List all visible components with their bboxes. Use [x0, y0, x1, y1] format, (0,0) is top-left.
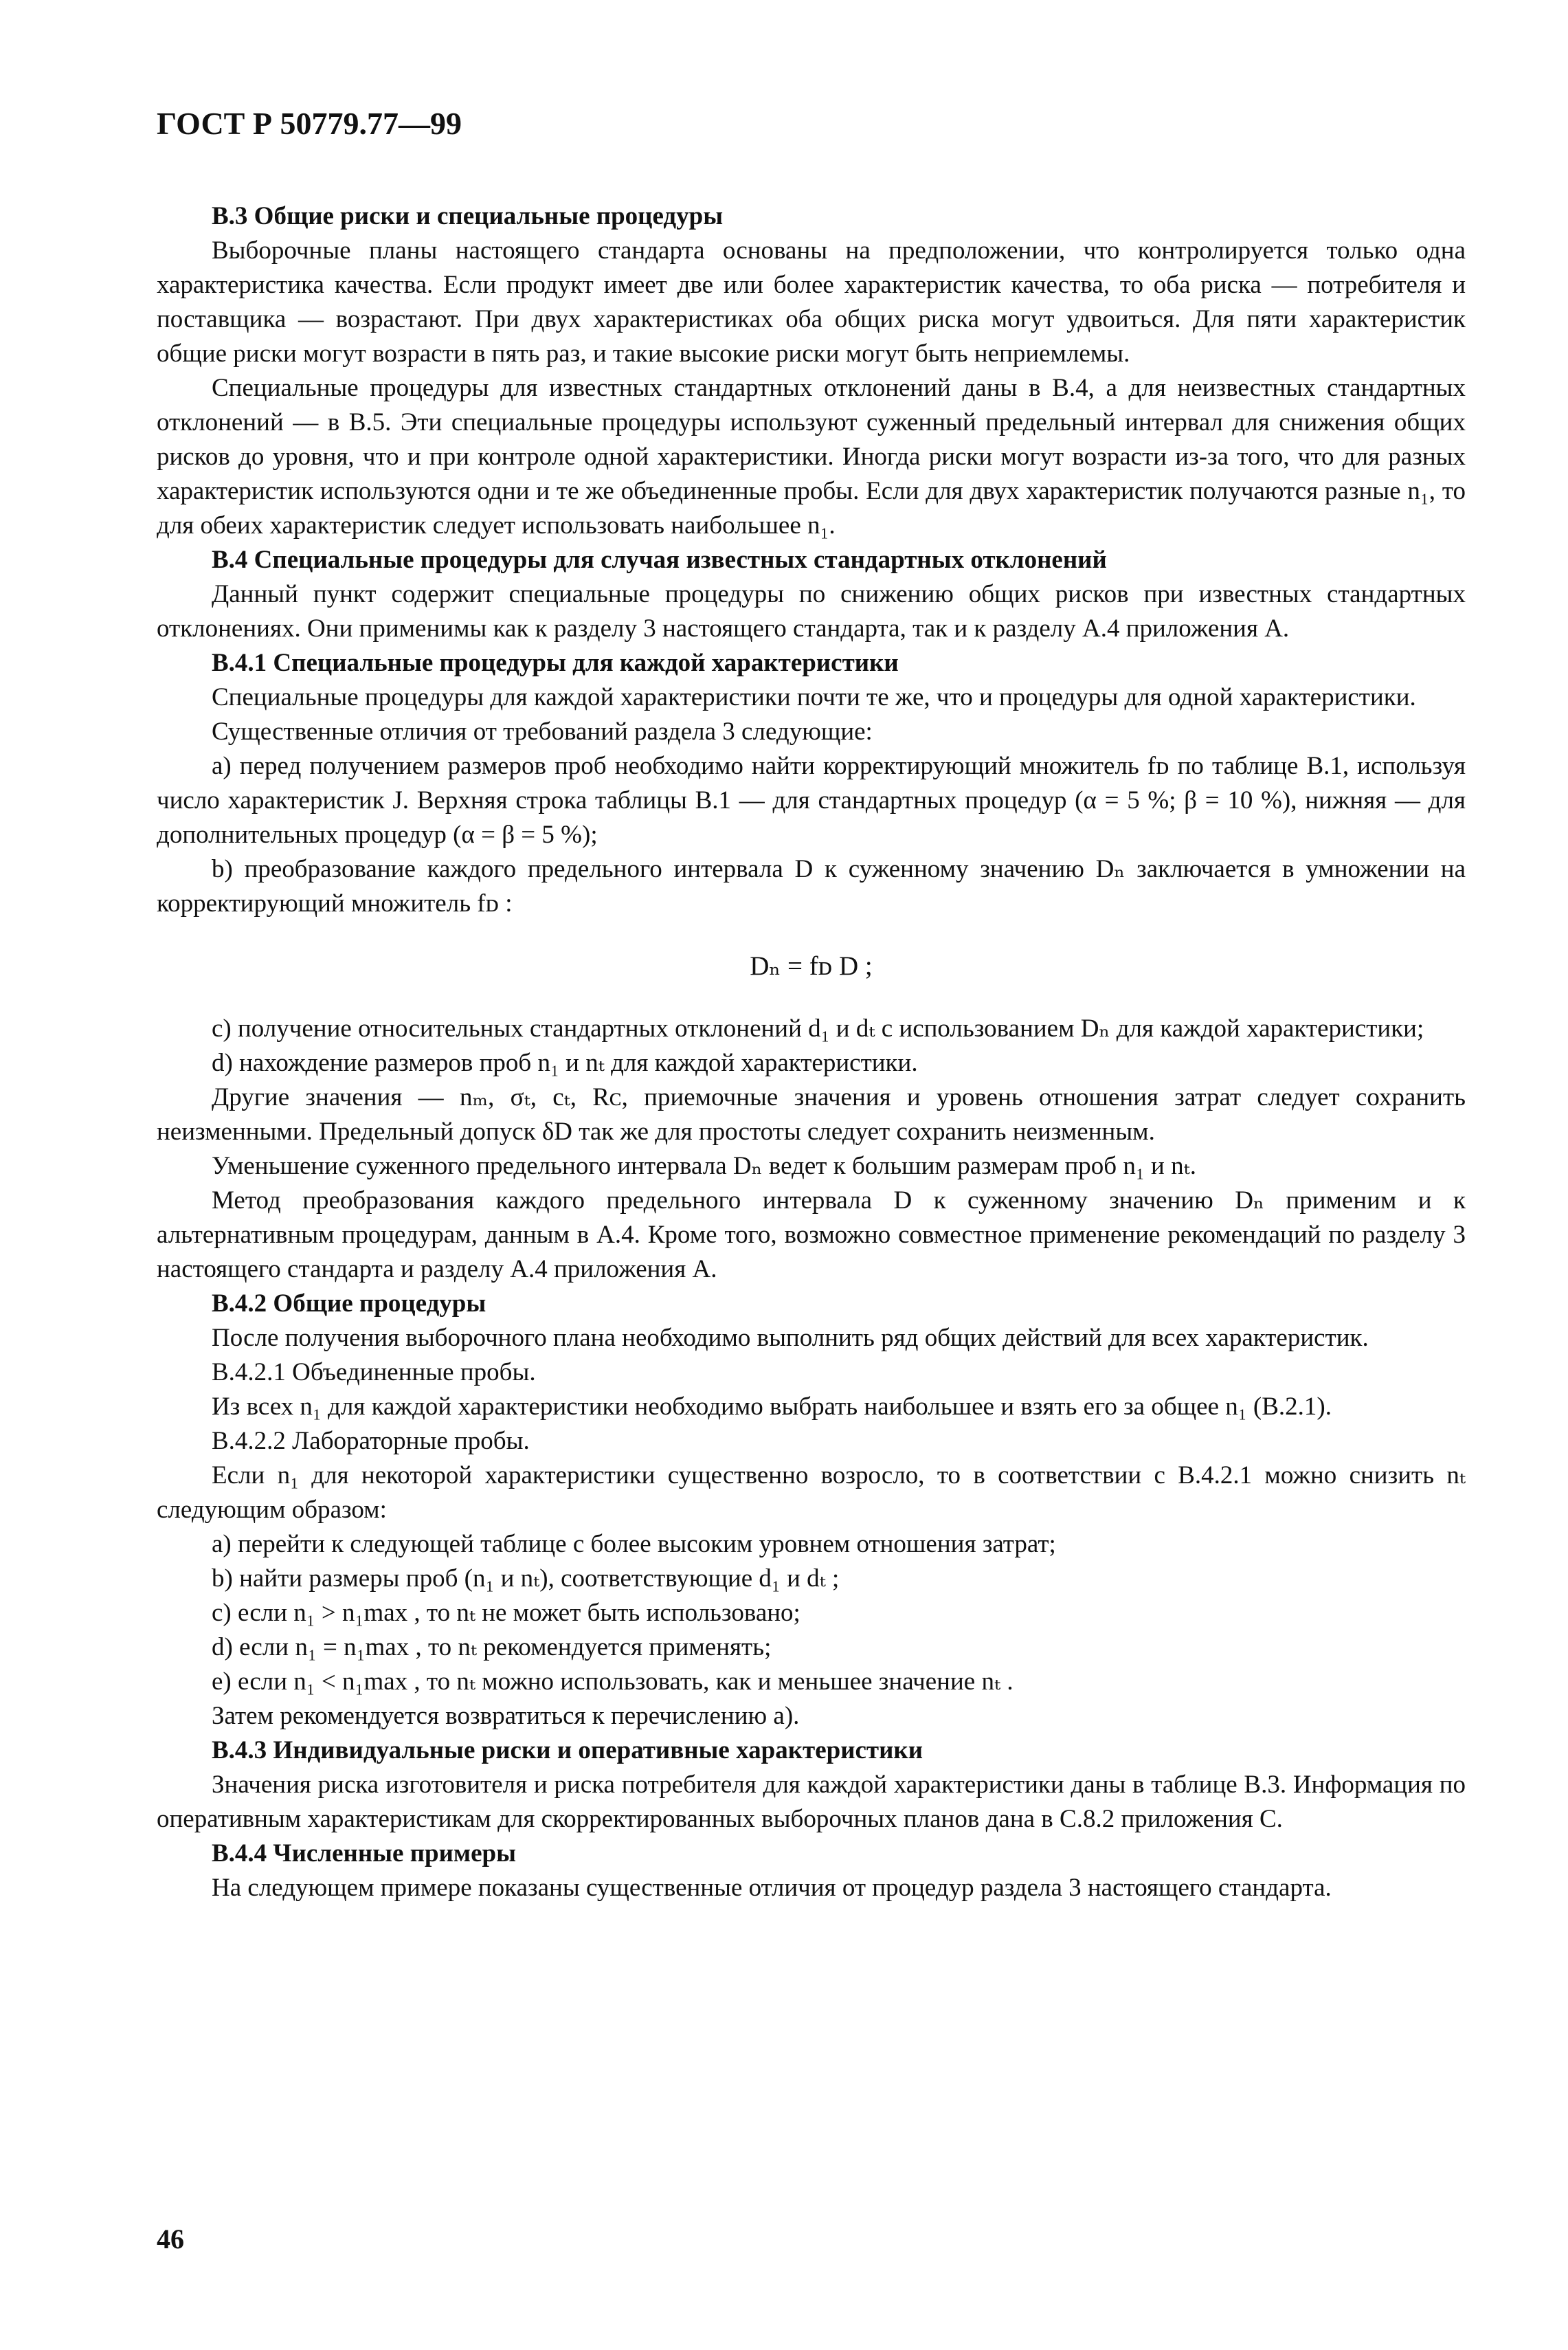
paragraph: Если n₁ для некоторой характеристики существенно возросло, то в соответствии с В.4.2.1 можно снизить nₜ следующим образом: — [157, 1461, 1466, 1524]
paragraph: В.4.2.1 Объединенные пробы. — [212, 1358, 536, 1386]
paragraph: d) нахождение размеров проб n₁ и nₜ для каждой характеристики. — [212, 1049, 918, 1077]
paragraph: Уменьшение суженного предельного интервала Dₙ ведет к большим размерам проб n₁ и nₜ. — [212, 1152, 1196, 1180]
paragraph: На следующем примере показаны существенные отличия от процедур раздела 3 настоящего стандарта. — [212, 1874, 1332, 1902]
paragraph: Из всех n₁ для каждой характеристики необходимо выбрать наибольшее и взять его за общее n₁ (В.2.1). — [212, 1393, 1332, 1421]
paragraph: d) если n₁ = n₁max , то nₜ рекомендуется применять; — [212, 1633, 772, 1661]
paragraph: а) перед получением размеров проб необходимо найти корректирующий множитель fᴅ по таблице В.1, используя число характеристик J. Верхняя строка таблицы В.1 — для стандартных процедур (α = 5 %; β = 10 %), нижняя — для дополнительных процедур (α = β = 5 %); — [157, 752, 1466, 849]
section-heading: В.3 Общие риски и специальные процедуры — [212, 202, 724, 230]
paragraph: b) преобразование каждого предельного интервала D к суженному значению Dₙ заключается в умножении на корректирующий множитель fᴅ : — [157, 855, 1466, 918]
standard-code-header: ГОСТ Р 50779.77—99 — [157, 106, 462, 141]
paragraph: Другие значения — nₘ, σₜ, cₜ, Rᴄ, приемочные значения и уровень отношения затрат следует сохранить неизменными. Предельный допуск δD так же для простоты следует сохранить неизменным. — [157, 1083, 1466, 1146]
paragraph: Метод преобразования каждого предельного интервала D к суженному значению Dₙ применим и к альтернативным процедурам, данным в А.4. Кроме того, возможно совместное применение рекомендаций по разделу 3 настоящего стандарта и разделу А.4 приложения А. — [157, 1186, 1466, 1283]
section-heading: В.4.2 Общие процедуры — [212, 1289, 486, 1318]
paragraph: Существенные отличия от требований раздела 3 следующие: — [212, 718, 873, 746]
paragraph: Значения риска изготовителя и риска потребителя для каждой характеристики даны в таблице В.3. Информация по оперативным характеристикам для скорректированных выборочных планов дана в С.8.2 приложения С. — [157, 1771, 1466, 1833]
page-number: 46 — [157, 2224, 184, 2254]
paragraph: В.4.2.2 Лабораторные пробы. — [212, 1427, 530, 1455]
section-heading: В.4.1 Специальные процедуры для каждой характеристики — [212, 649, 899, 677]
paragraph: Специальные процедуры для каждой характеристики почти те же, что и процедуры для одной характеристики. — [212, 683, 1416, 711]
section-heading: В.4.3 Индивидуальные риски и оперативные характеристики — [212, 1736, 923, 1764]
paragraph: Затем рекомендуется возвратиться к перечислению а). — [212, 1702, 800, 1730]
paragraph: с) получение относительных стандартных отклонений d₁ и dₜ с использованием Dₙ для каждой характеристики; — [212, 1015, 1424, 1043]
paragraph: Выборочные планы настоящего стандарта основаны на предположении, что контролируется только одна характеристика качества. Если продукт имеет две или более характеристик качества, то оба риска — потребителя и поставщика — возрастают. При двух характеристиках оба общих риска могут удвоиться. Для пяти характеристик общие риски могут возрасти в пять раз, и такие высокие риски могут быть неприемлемы. — [157, 236, 1466, 368]
paragraph: Специальные процедуры для известных стандартных отклонений даны в В.4, а для неизвестных стандартных отклонений — в В.5. Эти специальные процедуры используют суженный предельный интервал для снижения общих рисков до уровня, что и при контроле одной характеристики. Иногда риски могут возрасти из-за того, что для разных характеристик используются одни и те же объединенные пробы. Если для двух характеристик получаются разные n₁, то для обеих характеристик следует использовать наибольшее n₁. — [157, 374, 1466, 540]
formula: Dₙ = fᴅ D ; — [750, 951, 873, 981]
section-heading: В.4 Специальные процедуры для случая известных стандартных отклонений — [212, 546, 1107, 574]
paragraph: а) перейти к следующей таблице с более высоким уровнем отношения затрат; — [212, 1530, 1056, 1558]
paragraph: b) найти размеры проб (n₁ и nₜ), соответствующие d₁ и dₜ ; — [212, 1564, 840, 1593]
document-page — [157, 103, 1466, 1905]
paragraph: После получения выборочного плана необходимо выполнить ряд общих действий для всех характеристик. — [212, 1324, 1369, 1352]
paragraph: Данный пункт содержит специальные процедуры по снижению общих рисков при известных стандартных отклонениях. Они применимы как к разделу 3 настоящего стандарта, так и к разделу А.4 приложения А. — [157, 580, 1466, 643]
section-heading: В.4.4 Численные примеры — [212, 1839, 517, 1867]
paragraph: с) если n₁ > n₁max , то nₜ не может быть использовано; — [212, 1599, 800, 1627]
paragraph: е) если n₁ < n₁max , то nₜ можно использовать, как и меньшее значение nₜ . — [212, 1667, 1013, 1696]
document-body — [157, 199, 1466, 1905]
